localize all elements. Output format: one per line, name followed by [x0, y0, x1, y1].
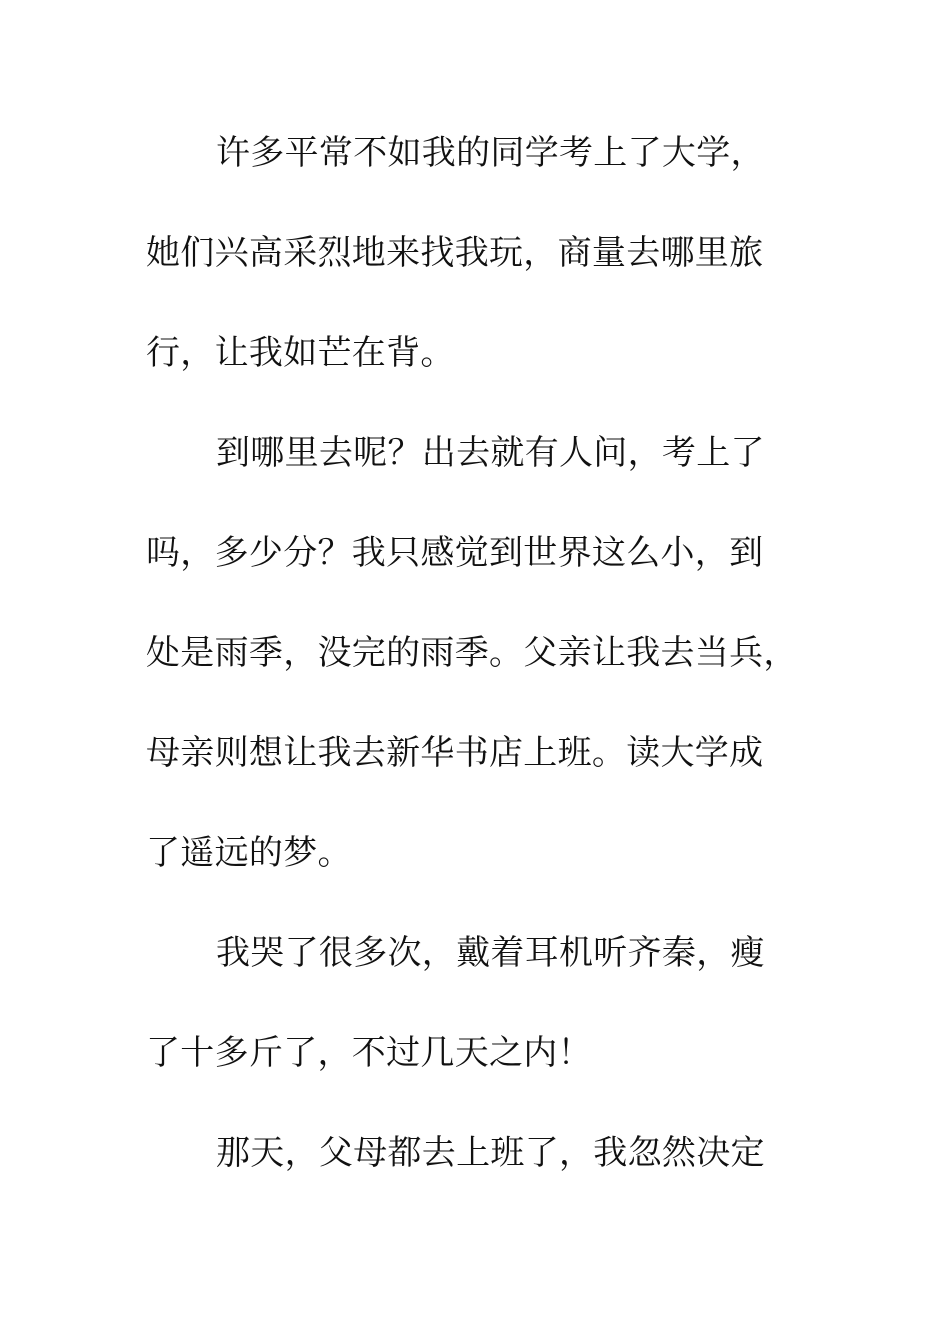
text-line-5: 吗，多少分？我只感觉到世界这么小，到	[146, 533, 764, 573]
text-line-6: 处是雨季，没完的雨季。父亲让我去当兵，	[146, 633, 798, 673]
text-line-4: 到哪里去呢？出去就有人问，考上了	[216, 433, 765, 473]
text-line-1: 许多平常不如我的同学考上了大学，	[216, 133, 765, 173]
text-line-7: 母亲则想让我去新华书店上班。读大学成	[146, 733, 764, 773]
text-line-3: 行，让我如芒在背。	[146, 333, 455, 373]
text-line-2: 她们兴高采烈地来找我玩，商量去哪里旅	[146, 233, 764, 273]
text-line-8: 了遥远的梦。	[146, 833, 352, 873]
text-line-11: 那天，父母都去上班了，我忽然决定	[216, 1133, 765, 1173]
text-line-9: 我哭了很多次，戴着耳机听齐秦，瘦	[216, 933, 765, 973]
text-line-10: 了十多斤了，不过几天之内！	[146, 1033, 592, 1073]
